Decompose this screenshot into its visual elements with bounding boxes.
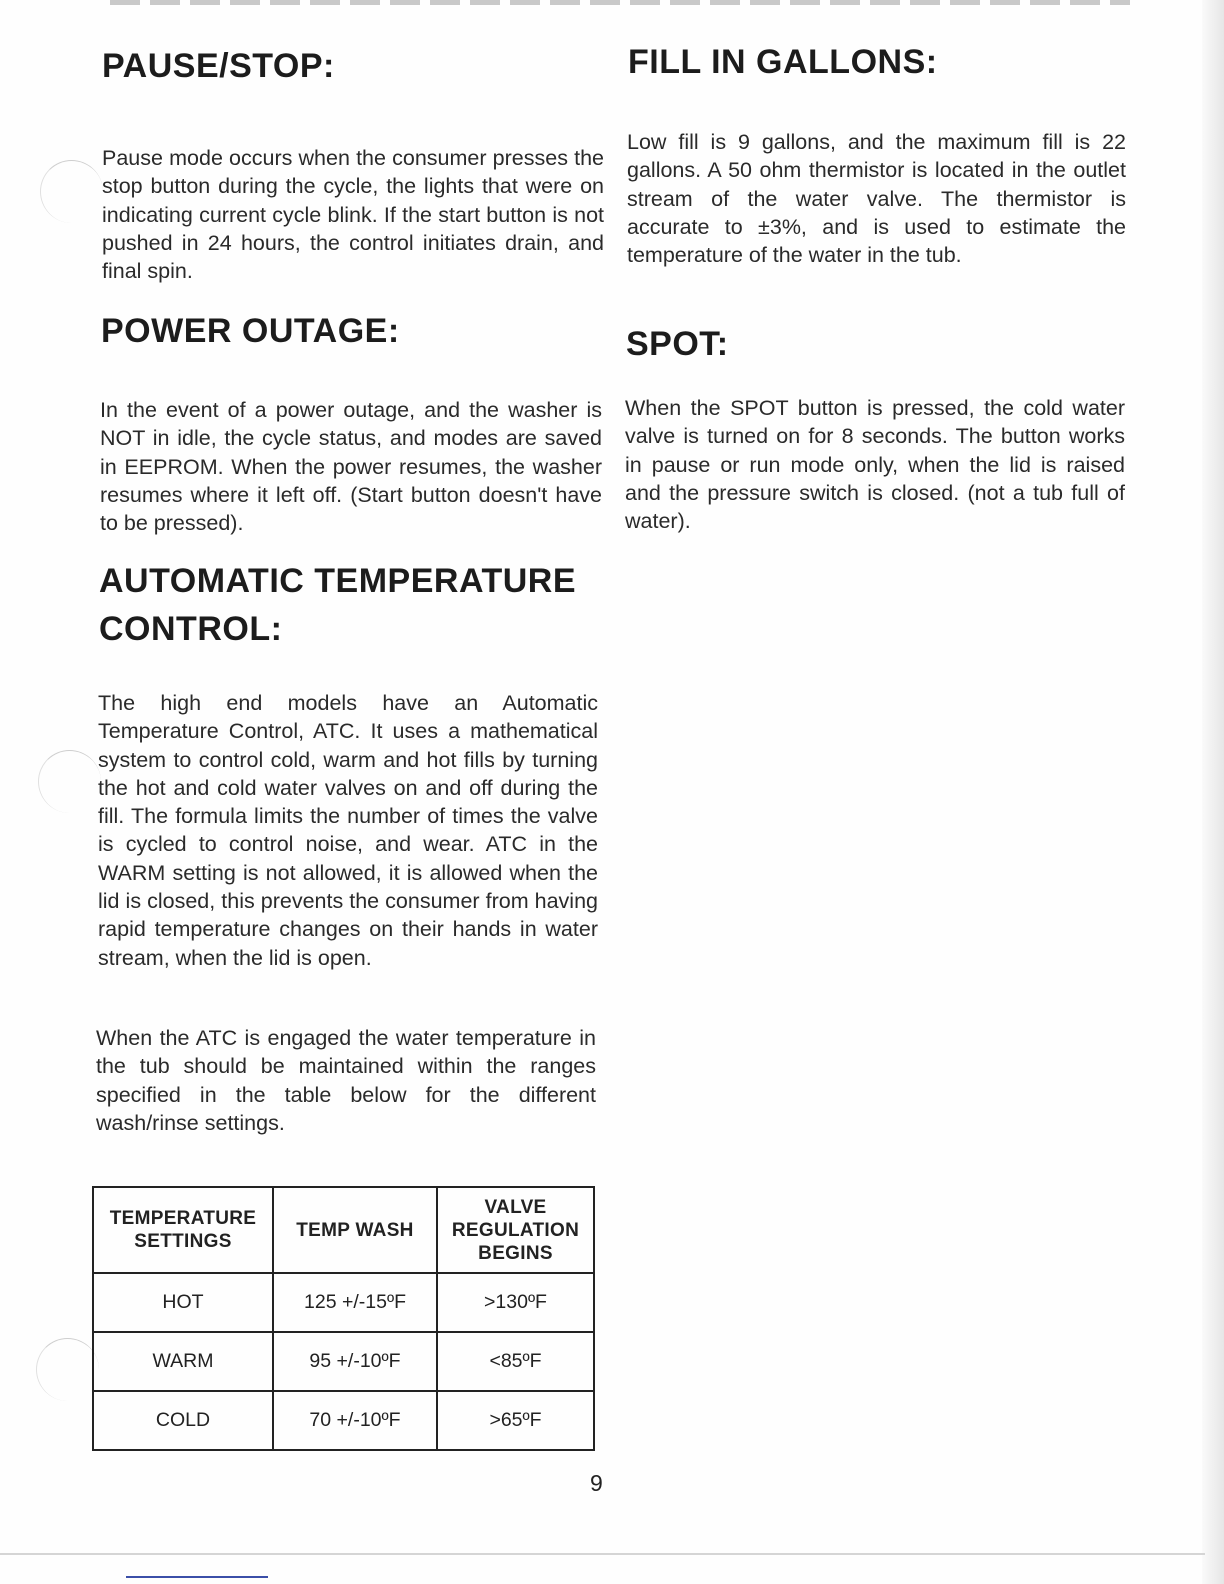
spot-text: When the SPOT button is pressed, the cold water valve is turned on for 8 seconds. The button works in pause or run mode only, when the lid is raised and the pressure switch is closed. (not a tub full of water).	[625, 396, 1125, 534]
atc-heading-line1: AUTOMATIC TEMPERATURE	[99, 562, 577, 600]
header-valve-regulation	[437, 1187, 594, 1273]
atc-text-paragraph1: The high end models have an Automatic Temperature Control, ATC. It uses a mathematical system to control cold, warm and hot fills by turning the hot and cold water valves on and off during the fill. The formula limits the number of times the valve is cycled to control noise, and wear. ATC in the WARM setting is not allowed, it is allowed when the lid is closed, this prevents the consumer from having rapid temperature changes on their hands in water stream, when the lid is open.	[98, 691, 598, 970]
header-cell-line: SETTINGS	[134, 1231, 232, 1252]
power-outage-body	[100, 396, 602, 537]
spot-heading: SPOT:	[626, 325, 729, 363]
punch-hole-mark	[38, 750, 101, 813]
wash-cell: 70 +/-10ºF	[273, 1391, 437, 1450]
temperature-table	[92, 1186, 595, 1451]
power-outage-text: In the event of a power outage, and the washer is NOT in idle, the cycle status, and modes are saved in EEPROM. When the power resumes, the washer resumes where it left off. (Start button doesn't have to be pressed).	[100, 398, 602, 536]
page-edge-shadow	[1202, 0, 1224, 1584]
spot-body	[625, 394, 1125, 535]
header-temp-wash: TEMP WASH	[273, 1187, 437, 1273]
spot-section	[626, 320, 1126, 368]
valve-cell: >130ºF	[437, 1273, 594, 1332]
wash-cell: 95 +/-10ºF	[273, 1332, 437, 1391]
header-cell-line: BEGINS	[478, 1242, 553, 1264]
header-cell-line: VALVE	[484, 1196, 547, 1218]
fill-gallons-body	[627, 128, 1126, 269]
header-cell-line: TEMPERATURE	[109, 1208, 257, 1229]
fill-gallons-heading: FILL IN GALLONS:	[628, 43, 938, 81]
page-number: 9	[590, 1470, 603, 1496]
pause-stop-heading: PAUSE/STOP:	[102, 47, 335, 85]
setting-cell: WARM	[93, 1332, 273, 1391]
setting-cell: COLD	[93, 1391, 273, 1450]
pause-stop-section	[102, 42, 604, 90]
wash-cell: 125 +/-15ºF	[273, 1273, 437, 1332]
power-outage-section	[101, 307, 603, 355]
fill-gallons-text: Low fill is 9 gallons, and the maximum fill is 22 gallons. A 50 ohm thermistor is located in the outlet stream of the water valve. The thermistor is accurate to ±3%, and is used to estimate the temperature of the water in the tub.	[627, 130, 1126, 268]
punch-hole-mark	[40, 160, 103, 223]
atc-text-paragraph2: When the ATC is engaged the water temperature in the tub should be maintained within the ranges specified in the table below for the different wash/rinse settings.	[96, 1026, 596, 1135]
atc-section	[99, 557, 619, 653]
valve-cell: <85ºF	[437, 1332, 594, 1391]
power-outage-heading: POWER OUTAGE:	[101, 312, 400, 350]
atc-body-2	[96, 1024, 596, 1137]
pause-stop-text: Pause mode occurs when the consumer presses the stop button during the cycle, the lights that were on indicating current cycle blink. If the start button is not pushed in 24 hours, the control initiates drain, and final spin.	[102, 146, 604, 284]
pause-stop-body	[102, 144, 604, 285]
valve-cell: >65ºF	[437, 1391, 594, 1450]
table-header-row	[93, 1187, 594, 1273]
setting-cell: HOT	[93, 1273, 273, 1332]
atc-heading-line2: CONTROL:	[99, 610, 283, 648]
fill-gallons-section	[628, 38, 1128, 86]
header-cell-line: REGULATION	[451, 1219, 580, 1241]
atc-body	[98, 689, 598, 972]
table-row	[93, 1391, 594, 1450]
top-edge-artifact	[110, 0, 1130, 5]
bottom-edge-line	[0, 1553, 1205, 1555]
header-temperature-settings	[93, 1187, 273, 1273]
punch-hole-mark	[36, 1338, 99, 1401]
table-row	[93, 1273, 594, 1332]
table-row	[93, 1332, 594, 1391]
blue-underline-mark	[126, 1576, 268, 1578]
